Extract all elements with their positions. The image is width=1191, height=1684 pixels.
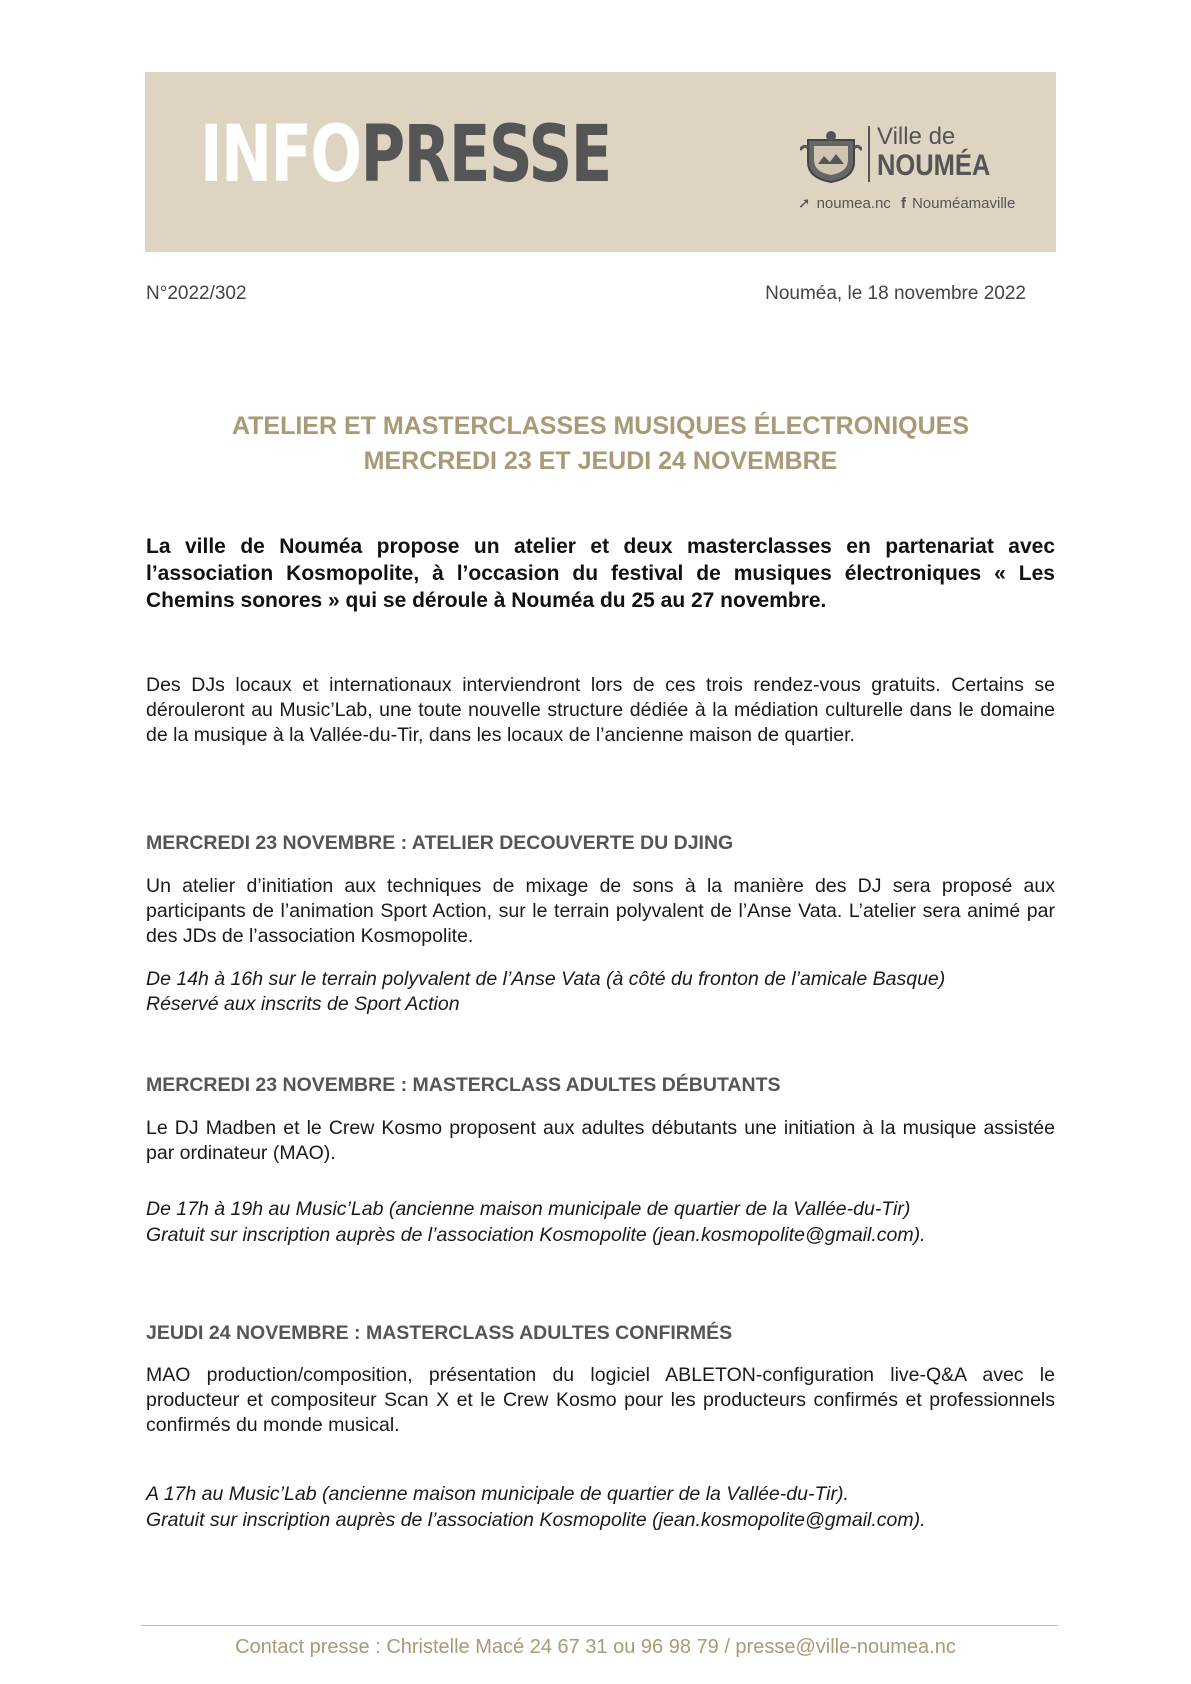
section-body: Un atelier d’initiation aux techniques de mixage de sons à la manière des DJ sera proposé aux participants de l’animation Sport Action, sur le terrain polyvalent de l’Anse Vata. L’atelier sera animé par des JDs de l’association Kosmopolite.: [146, 875, 1055, 947]
section-heading: JEUDI 24 NOVEMBRE : MASTERCLASS ADULTES CONFIRMÉS: [146, 1322, 733, 1344]
section-heading: MERCREDI 23 NOVEMBRE : ATELIER DECOUVERTE DU DJING: [146, 832, 734, 854]
press-release-date: Nouméa, le 18 novembre 2022: [765, 283, 1026, 304]
section-info-line: De 14h à 16h sur le terrain polyvalent de l’Anse Vata (à côté du fronton de l’amicale Basque): [146, 968, 946, 990]
main-title-line1: ATELIER ET MASTERCLASSES MUSIQUES ÉLECTRONIQUES: [231, 412, 970, 440]
logo-info-text: INFO: [200, 110, 361, 200]
infopresse-logo: [200, 110, 611, 200]
section-heading: MERCREDI 23 NOVEMBRE : MASTERCLASS ADULTES DÉBUTANTS: [146, 1074, 781, 1096]
lead-paragraph: La ville de Nouméa propose un atelier et deux masterclasses en partenariat avec l’association Kosmopolite, à l’occasion du festival de musiques électroniques « Les Chemins sonores » qui se déroule à Nouméa du 25 au 27 novembre.: [146, 535, 1055, 612]
logo-divider: [868, 126, 870, 182]
city-name-text: NOUMÉA: [877, 149, 991, 182]
footer-divider: [141, 1625, 1058, 1626]
header-banner: [145, 72, 1056, 252]
section-body: MAO production/composition, présentation du logiciel ABLETON-configuration live-Q&A avec le producteur et compositeur Scan X et le Crew Kosmo pour les producteurs confirmés et professionnels confirmés du monde musical.: [146, 1364, 1055, 1436]
section-info-line: Réservé aux inscrits de Sport Action: [146, 993, 460, 1015]
city-crest-icon: [800, 130, 862, 184]
press-release-number: N°2022/302: [146, 283, 247, 304]
footer-contact: Contact presse : Christelle Macé 24 67 31 ou 96 98 79 / presse@ville-noumea.nc: [235, 1636, 956, 1658]
main-title-line2: MERCREDI 23 ET JEUDI 24 NOVEMBRE: [363, 447, 838, 475]
facebook-link[interactable]: Nouméamaville: [911, 195, 1016, 212]
ville-de-noumea-logo: [795, 114, 1025, 224]
city-ville-text: Ville de: [877, 123, 956, 150]
section-body: Le DJ Madben et le Crew Kosmo proposent aux adultes débutants une initiation à la musique assistée par ordinateur (MAO).: [146, 1117, 1055, 1164]
city-social-links: [798, 194, 1021, 212]
section-info-line: Gratuit sur inscription auprès de l’association Kosmopolite (jean.kosmopolite@gmail.com).: [146, 1509, 926, 1531]
arrow-icon: ➚: [798, 195, 811, 212]
logo-presse-text: PRESSE: [360, 110, 611, 200]
section-info-line: De 17h à 19h au Music’Lab (ancienne maison municipale de quartier de la Vallée-du-Tir): [146, 1198, 911, 1220]
website-link[interactable]: noumea.nc: [816, 195, 891, 212]
section-info-line: Gratuit sur inscription auprès de l’association Kosmopolite (jean.kosmopolite@gmail.com).: [146, 1224, 926, 1246]
facebook-icon: f: [900, 195, 906, 212]
intro-paragraph: Des DJs locaux et internationaux interviendront lors de ces trois rendez-vous gratuits. Certains se dérouleront au Music’Lab, une toute nouvelle structure dédiée à la médiation culturelle dans le domaine de la musique à la Vallée-du-Tir, dans les locaux de l’ancienne maison de quartier.: [146, 674, 1055, 746]
section-info-line: A 17h au Music’Lab (ancienne maison municipale de quartier de la Vallée-du-Tir).: [146, 1483, 849, 1505]
